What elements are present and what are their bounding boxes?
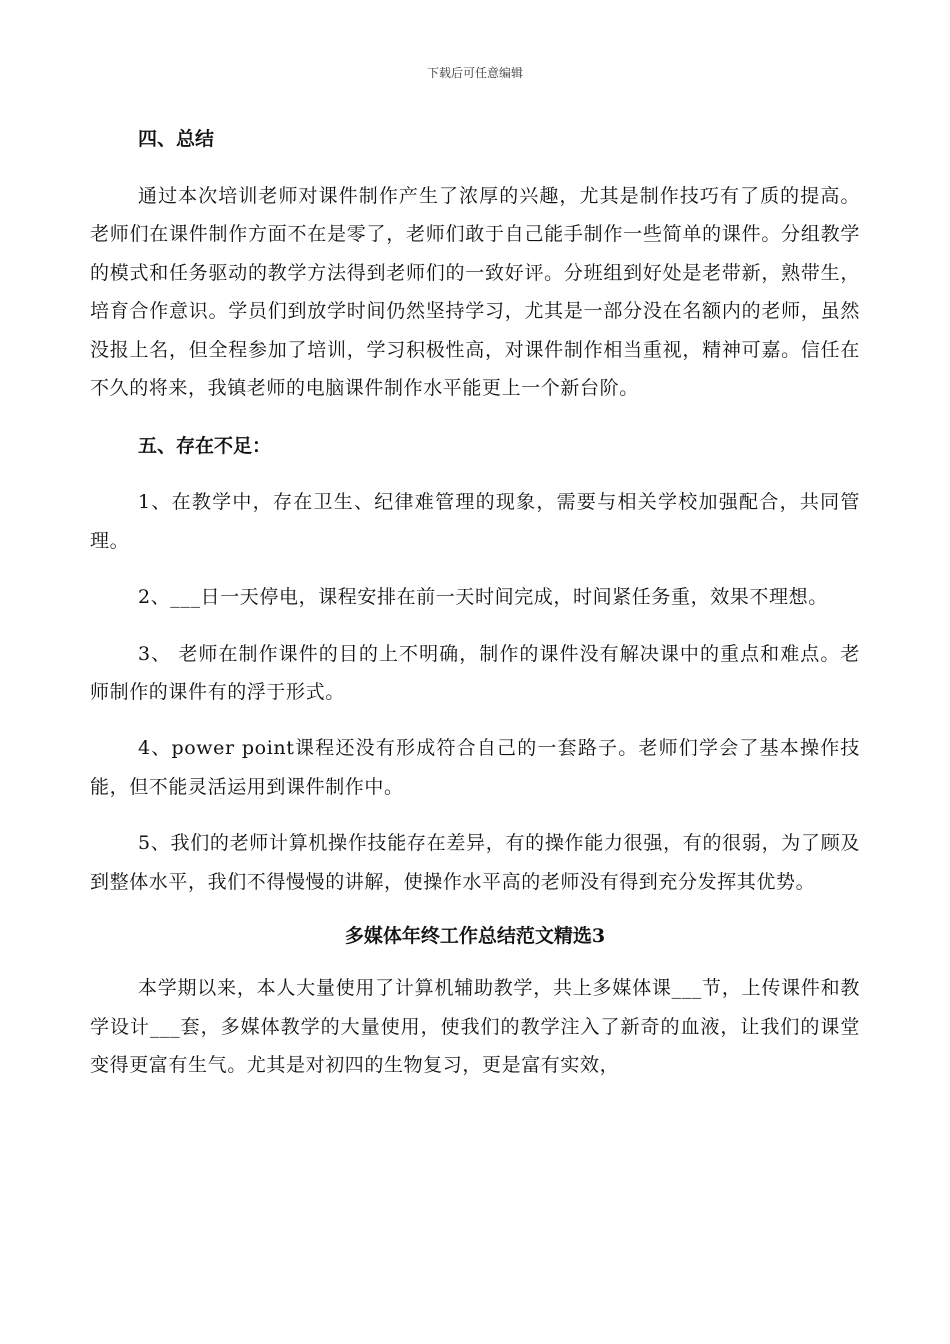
document-body (90, 100, 860, 1084)
shortcoming-item-3: 3、 老师在制作课件的目的上不明确，制作的课件没有解决课中的重点和难点。老师制作的课件有的浮于形式。 (90, 642, 860, 704)
shortcoming-item-5: 5、我们的老师计算机操作技能存在差异，有的操作能力很强，有的很弱，为了顾及到整体水平，我们不得慢慢的讲解，使操作水平高的老师没有得到充分发挥其优势。 (90, 832, 860, 893)
shortcoming-item-1: 1、在教学中，存在卫生、纪律难管理的现象，需要与相关学校加强配合，共同管理。 (90, 491, 860, 552)
summary-paragraph: 通过本次培训老师对课件制作产生了浓厚的兴趣，尤其是制作技巧有了质的提高。老师们在课件制作方面不在是零了，老师们敢于自己能手制作一些简单的课件。分组教学的模式和任务驱动的教学方法得到老师们的一致好评。分班组到好处是老带新，熟带生，培育合作意识。学员们到放学时间仍然坚持学习，尤其是一部分没在名额内的老师，虽然没报上名，但全程参加了培训，学习积极性高，对课件制作相当重视，精神可嘉。信任在不久的将来，我镇老师的电脑课件制作水平能更上一个新台阶。 (90, 185, 860, 400)
shortcoming-item-4: 4、power point课程还没有形成符合自己的一套路子。老师们学会了基本操作技能，但不能灵活运用到课件制作中。 (90, 737, 860, 798)
article-title: 多媒体年终工作总结范文精选3 (344, 925, 606, 948)
article-paragraph: 本学期以来，本人大量使用了计算机辅助教学，共上多媒体课___节，上传课件和教学设计___套，多媒体教学的大量使用，使我们的教学注入了新奇的血液，让我们的课堂变得更富有生气。尤其是对初四的生物复习，更是富有实效， (90, 977, 860, 1076)
page-header: 下载后可任意编辑 (426, 66, 523, 80)
shortcomings-heading: 五、存在不足： (138, 435, 272, 458)
summary-heading: 四、总结 (138, 128, 215, 150)
shortcoming-item-2: 2、___日一天停电，课程安排在前一天时间完成，时间紧任务重，效果不理想。 (138, 586, 828, 609)
